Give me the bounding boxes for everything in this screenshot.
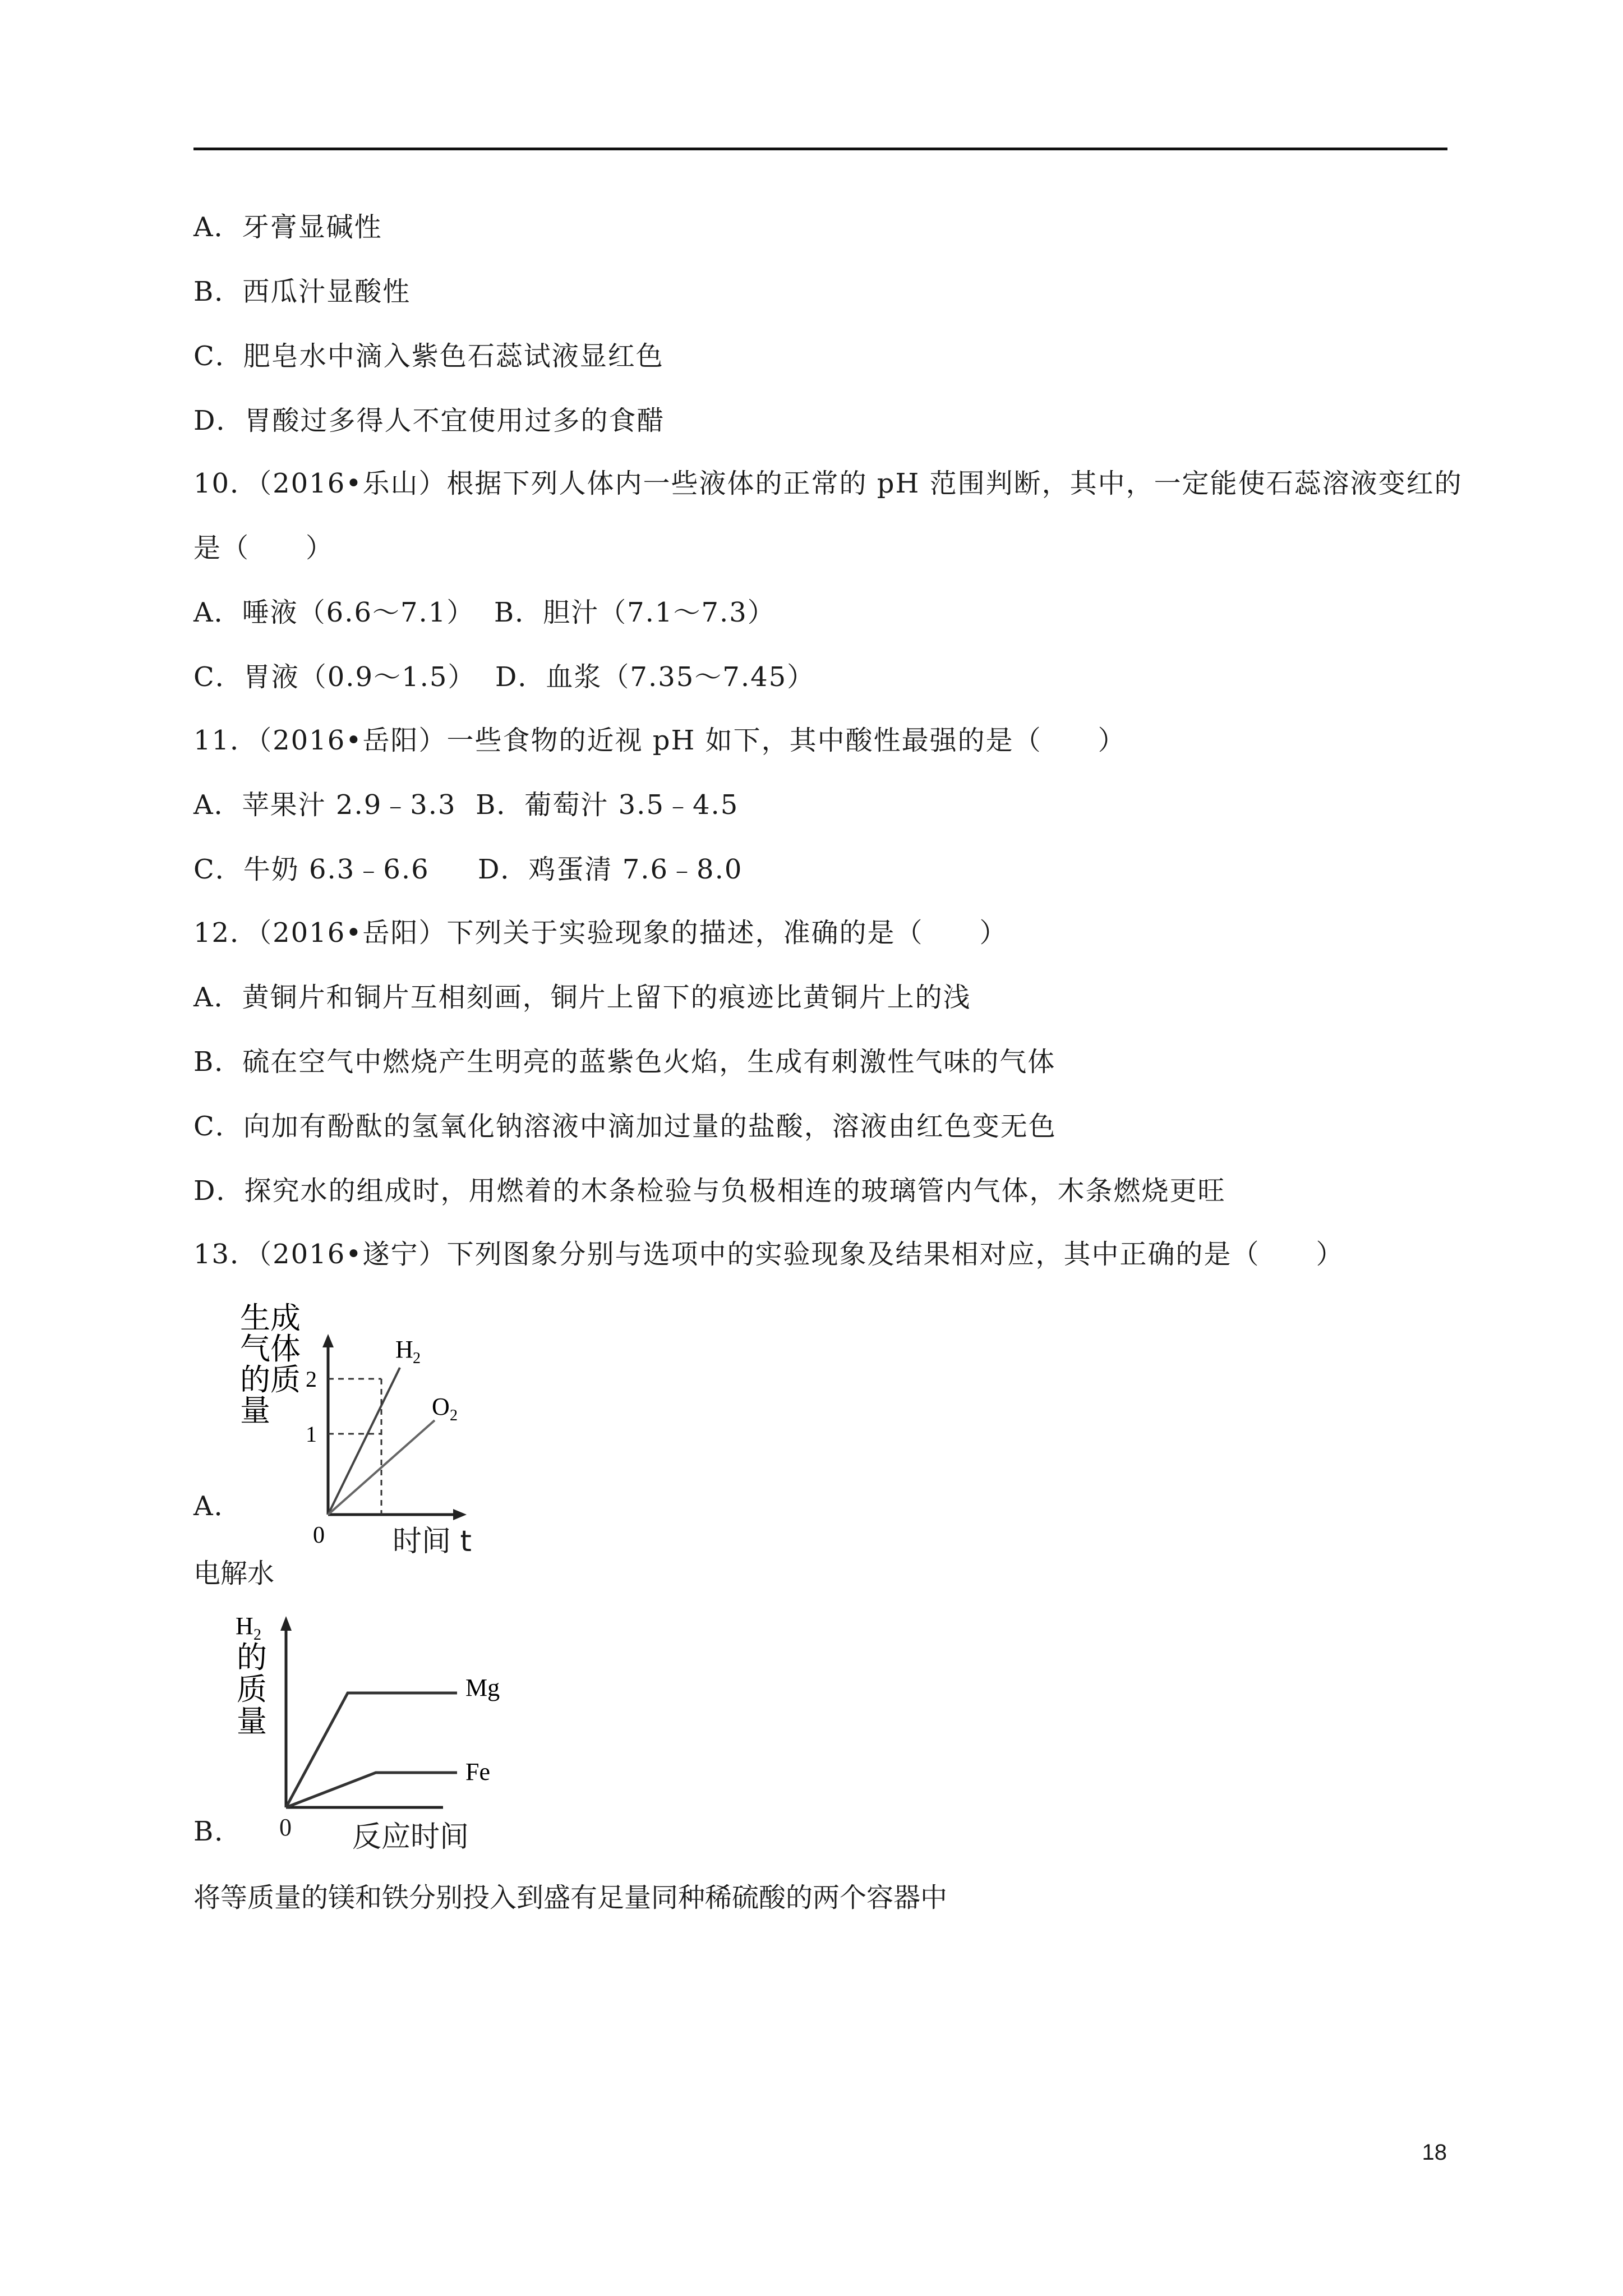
figure-a-ylabel-2: 气体	[240, 1331, 301, 1366]
figure-b-fe-line	[286, 1773, 457, 1807]
header-rule	[193, 148, 1447, 150]
figure-a-ylabel-1: 生成	[240, 1300, 301, 1336]
text-line: B．硫在空气中燃烧产生明亮的蓝紫色火焰，生成有刺激性气味的气体	[193, 1046, 1056, 1078]
figure-b-ylabel-2: 质	[237, 1672, 267, 1707]
text-line: A．黄铜片和铜片互相刻画，铜片上留下的痕迹比黄铜片上的浅	[193, 982, 971, 1013]
page-number: 18	[1422, 2140, 1447, 2165]
figure-a-h2-line	[328, 1368, 400, 1515]
question-13: 13．（2016•遂宁）下列图象分别与选项中的实验现象及结果相对应，其中正确的是（ ）	[193, 1239, 1344, 1270]
text-line: A．苹果汁 2.9﹣3.3 B．葡萄汁 3.5﹣4.5	[193, 789, 739, 821]
figure-b-fe-label: Fe	[465, 1758, 490, 1786]
figure-b-y-arrow	[280, 1616, 292, 1631]
figure-a-tick-1: 1	[306, 1421, 317, 1447]
figure-a-y-arrow	[322, 1334, 334, 1347]
figure-a-h2-sub: 2	[413, 1350, 421, 1367]
figure-a-ylabel-3: 的质	[240, 1362, 301, 1397]
text-line: D．探究水的组成时，用燃着的木条检验与负极相连的玻璃管内气体，木条燃烧更旺	[193, 1175, 1226, 1207]
figure-b-ylabel-h: H	[236, 1612, 253, 1640]
figure-a-option: A．	[193, 1490, 242, 1522]
figure-b-option: B．	[193, 1816, 243, 1847]
text-line: C．向加有酚酞的氢氧化钠溶液中滴加过量的盐酸，溶液由红色变无色	[193, 1111, 1057, 1142]
figure-b-graph	[224, 1602, 516, 1826]
figure-b-ylabel-3: 量	[237, 1704, 267, 1739]
text-line: C．胃液（0.9～1.5） D．血浆（7.35～7.45）	[193, 661, 815, 693]
figure-a-caption: 电解水	[193, 1558, 275, 1589]
figure-a-o2-label: O	[432, 1393, 450, 1420]
figure-a-h2-label: H	[395, 1336, 413, 1363]
question-10: 10．（2016•乐山）根据下列人体内一些液体的正常的 pH 范围判断，其中，一定能使石蕊溶液变红的	[193, 468, 1463, 499]
figure-a-xlabel: 时间 t	[393, 1525, 472, 1558]
figure-a-ylabel-4: 量	[240, 1393, 270, 1428]
question-12: 12．（2016•岳阳）下列关于实验现象的描述，准确的是（ ）	[193, 917, 1008, 949]
text-line: A．唾液（6.6～7.1） B．胆汁（7.1～7.3）	[193, 597, 776, 628]
figure-b-origin: 0	[279, 1814, 292, 1841]
figure-b-caption: 将等质量的镁和铁分别投入到盛有足量同种稀硫酸的两个容器中	[193, 1882, 948, 1913]
figure-a-o2-sub: 2	[450, 1407, 458, 1424]
figure-b-mg-label: Mg	[465, 1674, 500, 1701]
text-line: A．牙膏显碱性	[193, 211, 382, 243]
text-line: B．西瓜汁显酸性	[193, 276, 411, 307]
text-line: D．胃酸过多得人不宜使用过多的食醋	[193, 405, 665, 436]
text-line: 是（ ）	[193, 532, 334, 564]
text-line: C．牛奶 6.3﹣6.6 D．鸡蛋清 7.6﹣8.0	[193, 854, 743, 885]
text-line: C．肥皂水中滴入紫色石蕊试液显红色	[193, 341, 664, 372]
figure-b-mg-line	[286, 1693, 457, 1807]
figure-b-ylabel-sub: 2	[253, 1626, 261, 1644]
figure-a-tick-2: 2	[306, 1366, 317, 1392]
figure-b-ylabel-1: 的	[237, 1640, 267, 1675]
question-11: 11．（2016•岳阳）一些食物的近视 pH 如下，其中酸性最强的是（ ）	[193, 725, 1126, 756]
figure-b-xlabel: 反应时间	[352, 1820, 469, 1854]
figure-a-origin: 0	[313, 1522, 325, 1548]
